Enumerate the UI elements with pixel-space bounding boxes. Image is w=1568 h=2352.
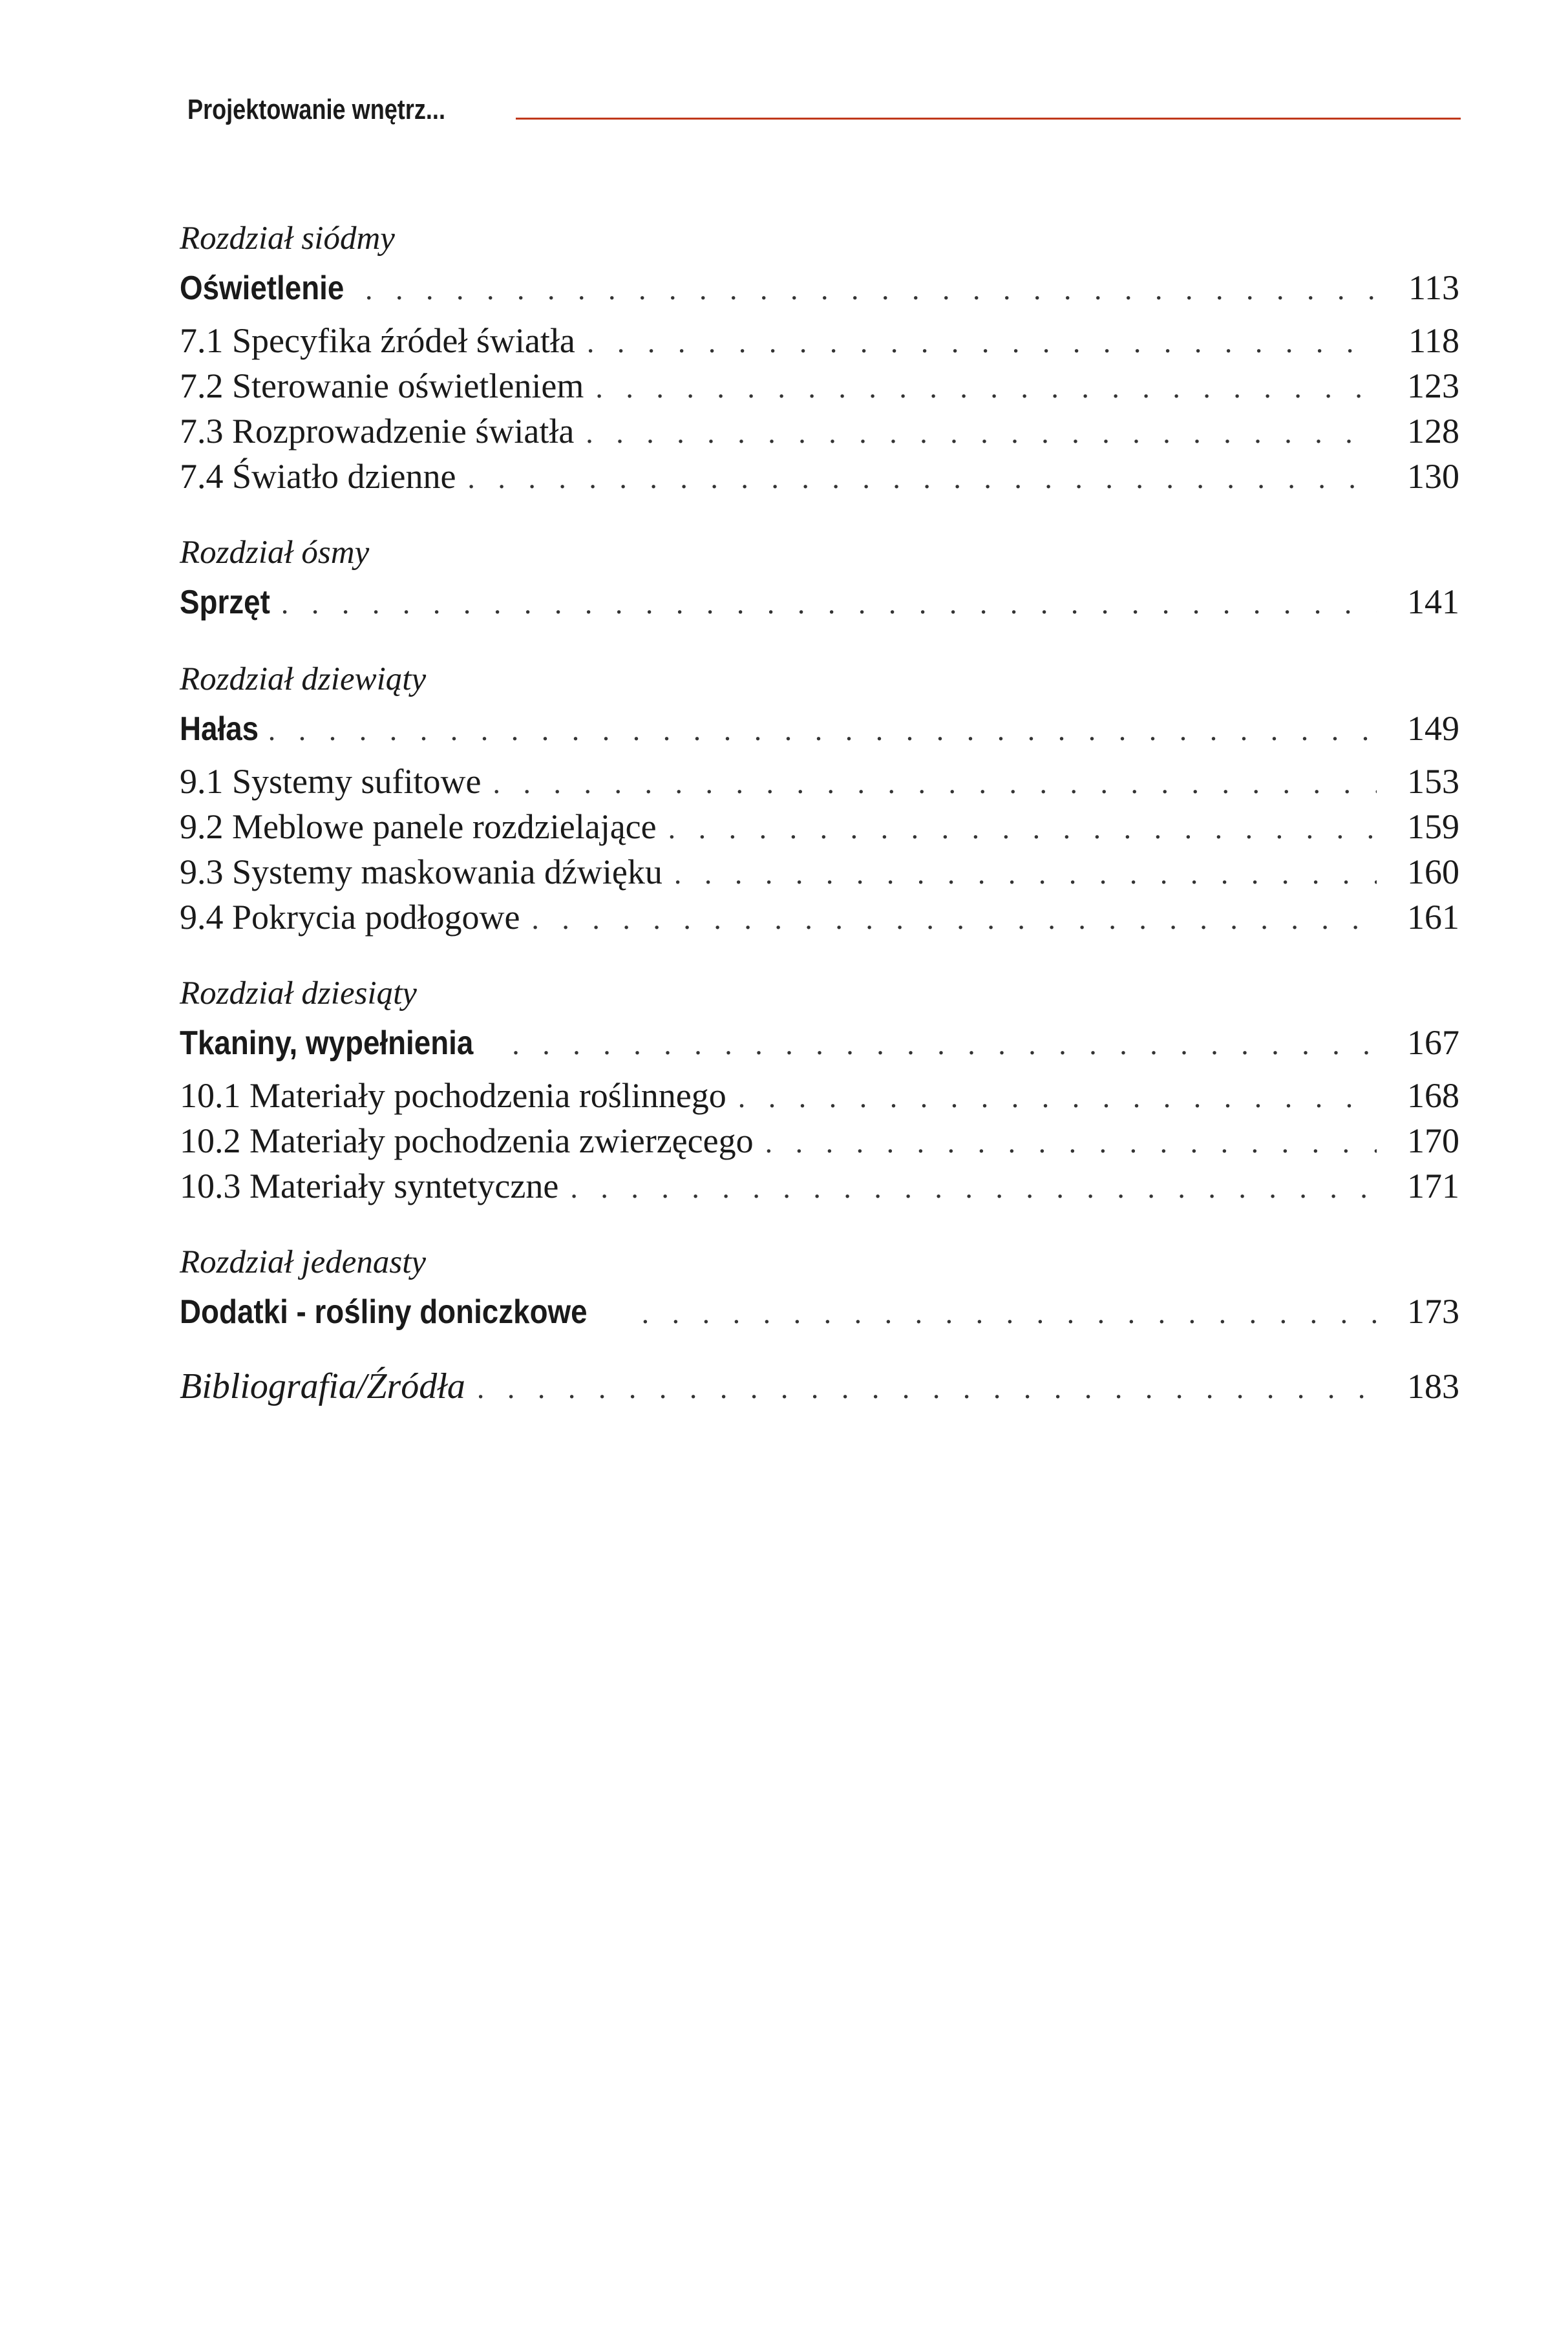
running-title: Projektowanie wnętrz... — [187, 94, 445, 125]
chapter-title: Oświetlenie — [180, 270, 344, 307]
page-number: 141 — [1407, 582, 1459, 621]
dot-leader — [467, 456, 1377, 501]
section-row[interactable] — [180, 895, 1459, 940]
dot-leader — [642, 1289, 1377, 1337]
page-number: 153 — [1407, 762, 1459, 801]
dot-leader — [268, 706, 1377, 754]
section-row[interactable] — [180, 318, 1459, 363]
chapter-title: Sprzęt — [180, 584, 270, 621]
dot-leader — [477, 1366, 1377, 1411]
chapter-title-row[interactable] — [180, 578, 1459, 626]
page-number: 123 — [1407, 366, 1459, 405]
section-title: 7.2 Sterowanie oświetleniem — [180, 366, 584, 405]
section-row[interactable] — [180, 759, 1459, 804]
chapter-title-row[interactable] — [180, 705, 1459, 752]
dot-leader — [595, 365, 1377, 410]
header-rule — [516, 118, 1461, 120]
bibliography-title: Bibliografia/Źródła — [180, 1366, 465, 1406]
section-title: 9.3 Systemy maskowania dźwięku — [180, 853, 662, 891]
dot-leader — [587, 320, 1377, 365]
page-number: 159 — [1407, 807, 1459, 846]
page-number: 168 — [1407, 1076, 1459, 1115]
section-title: 10.1 Materiały pochodzenia roślinnego — [180, 1076, 726, 1115]
chapter-10 — [180, 968, 1459, 1209]
page-number: 161 — [1407, 898, 1459, 937]
dot-leader — [493, 761, 1377, 806]
chapter-title-row[interactable] — [180, 264, 1459, 312]
section-row[interactable] — [180, 1163, 1459, 1209]
running-header — [187, 90, 1461, 136]
page-number: 160 — [1407, 853, 1459, 891]
dot-leader — [281, 580, 1377, 628]
chapter-kicker: Rozdział dziewiąty — [180, 661, 427, 697]
dot-leader — [570, 1165, 1377, 1211]
dot-leader — [531, 896, 1377, 942]
dot-leader — [668, 806, 1377, 851]
section-row[interactable] — [180, 849, 1459, 895]
section-row[interactable] — [180, 454, 1459, 499]
chapter-title: Hałas — [180, 710, 259, 748]
page-number: 173 — [1407, 1292, 1459, 1331]
section-title: 7.1 Specyfika źródeł światła — [180, 321, 575, 360]
section-title: 7.4 Światło dzienne — [180, 457, 456, 496]
page-number: 171 — [1407, 1167, 1459, 1205]
table-of-contents — [180, 213, 1459, 1409]
chapter-title-row[interactable] — [180, 1019, 1459, 1066]
dot-leader — [512, 1021, 1377, 1068]
chapter-7 — [180, 213, 1459, 499]
dot-leader — [765, 1120, 1377, 1165]
chapter-kicker: Rozdział jedenasty — [180, 1244, 427, 1280]
section-title: 10.2 Materiały pochodzenia zwierzęcego — [180, 1121, 754, 1160]
page-number: 167 — [1407, 1023, 1459, 1062]
page-number: 128 — [1407, 412, 1459, 450]
dot-leader — [586, 410, 1377, 456]
chapter-8 — [180, 527, 1459, 626]
section-row[interactable] — [180, 1118, 1459, 1163]
chapter-9 — [180, 654, 1459, 940]
chapter-11 — [180, 1237, 1459, 1335]
bibliography-row[interactable] — [180, 1364, 1459, 1409]
chapter-kicker: Rozdział dziesiąty — [180, 975, 417, 1012]
section-title: 7.3 Rozprowadzenie światła — [180, 412, 575, 450]
page-number: 130 — [1407, 457, 1459, 496]
chapter-title: Dodatki - rośliny doniczkowe — [180, 1293, 588, 1331]
section-row[interactable] — [180, 1073, 1459, 1118]
section-row[interactable] — [180, 363, 1459, 408]
dot-leader — [738, 1075, 1377, 1120]
page-number: 118 — [1408, 321, 1459, 360]
section-row[interactable] — [180, 408, 1459, 454]
chapter-kicker: Rozdział siódmy — [180, 220, 395, 257]
dot-leader — [674, 851, 1377, 896]
section-title: 9.4 Pokrycia podłogowe — [180, 898, 520, 937]
dot-leader — [365, 266, 1377, 313]
section-title: 9.1 Systemy sufitowe — [180, 762, 482, 801]
section-title: 10.3 Materiały syntetyczne — [180, 1167, 559, 1205]
page-number: 183 — [1407, 1367, 1459, 1406]
chapter-kicker: Rozdział ósmy — [180, 535, 370, 571]
chapter-title: Tkaniny, wypełnienia — [180, 1024, 474, 1062]
page-number: 149 — [1407, 709, 1459, 748]
section-title: 9.2 Meblowe panele rozdzielające — [180, 807, 657, 846]
page-number: 170 — [1407, 1121, 1459, 1160]
page-number: 113 — [1408, 268, 1459, 307]
section-row[interactable] — [180, 804, 1459, 849]
chapter-title-row[interactable] — [180, 1287, 1459, 1335]
